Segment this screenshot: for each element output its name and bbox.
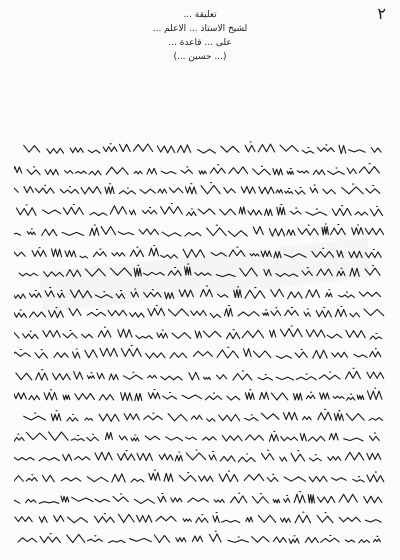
- handwriting-stroke: [15, 512, 381, 523]
- handwritten-line: [14, 427, 386, 448]
- handwriting-stroke: [14, 450, 381, 462]
- handwriting-stroke: [14, 163, 379, 174]
- handwriting-stroke: [14, 491, 382, 503]
- handwritten-line: [14, 222, 386, 243]
- header-line: (... حسين ...): [173, 52, 227, 62]
- handwriting-stroke: [14, 388, 382, 401]
- handwritten-line: [14, 263, 386, 284]
- handwriting-stroke: [19, 264, 380, 277]
- handwritten-line: [14, 530, 386, 551]
- handwritten-line: [14, 345, 386, 366]
- handwritten-line: [14, 489, 386, 510]
- handwritten-line: [14, 243, 386, 264]
- handwritten-line: [14, 407, 386, 428]
- handwritten-line: [14, 448, 386, 469]
- handwritten-line: [14, 366, 386, 387]
- handwriting-stroke: [14, 183, 380, 194]
- handwriting-stroke: [14, 305, 384, 317]
- handwriting-stroke: [14, 224, 384, 237]
- handwriting-stroke: [16, 368, 384, 380]
- handwritten-line: [14, 161, 386, 182]
- header-line: لشيخ الاستاذ ... الاعلم ...: [152, 24, 248, 34]
- handwritten-line: [14, 325, 386, 346]
- handwriting-stroke: [14, 470, 384, 482]
- handwritten-body: [14, 140, 386, 556]
- handwriting-stroke: [14, 326, 382, 339]
- handwritten-line: [14, 468, 386, 489]
- handwriting-stroke: [18, 531, 380, 543]
- handwritten-line: [14, 284, 386, 305]
- handwritten-line: [14, 509, 386, 530]
- header-line: تعليقة ...: [183, 10, 217, 20]
- page-number: ٢: [377, 4, 386, 23]
- handwriting-stroke: [14, 286, 381, 299]
- handwriting-stroke: [16, 203, 382, 215]
- handwritten-line: [14, 386, 386, 407]
- handwritten-line: [14, 304, 386, 325]
- handwritten-line: [14, 181, 386, 202]
- handwritten-line: [14, 140, 386, 161]
- handwritten-line: [14, 202, 386, 223]
- header-block: [40, 8, 360, 64]
- handwriting-stroke: [14, 346, 381, 359]
- handwriting-stroke: [14, 431, 379, 441]
- header-line: على ... قاعدة ...: [168, 38, 232, 48]
- handwriting-stroke: [14, 245, 381, 258]
- handwriting-stroke: [24, 142, 381, 154]
- handwriting-stroke: [24, 409, 383, 421]
